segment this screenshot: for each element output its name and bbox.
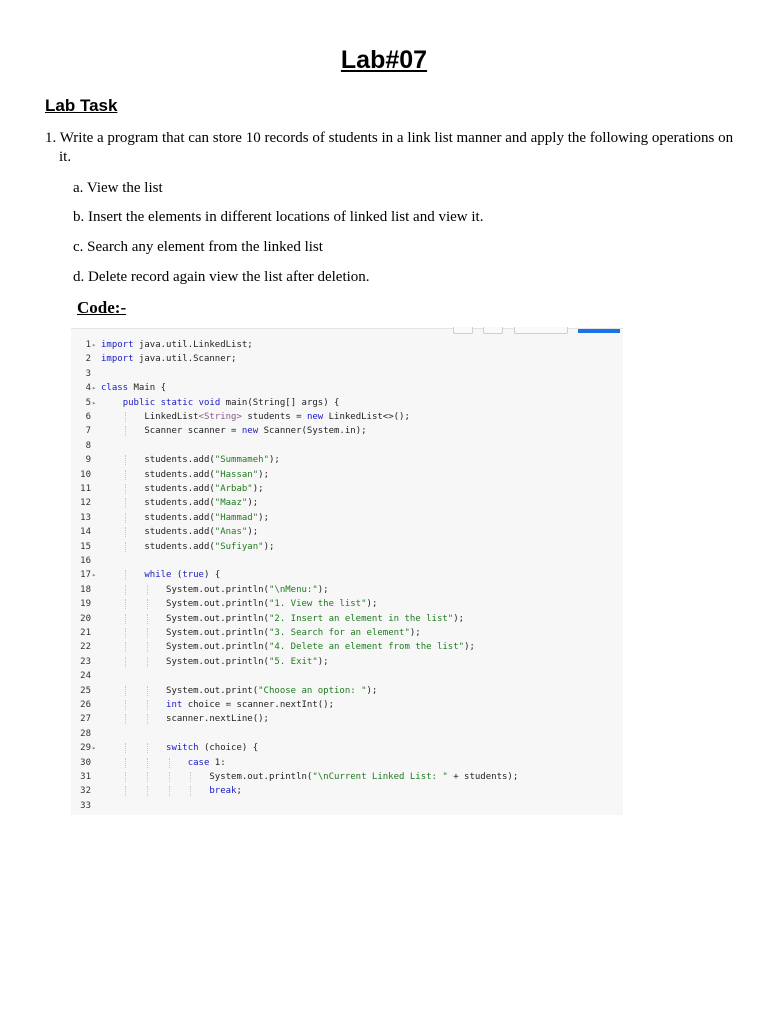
code-text: System.out.println("1. View the list"); — [101, 599, 378, 610]
code-text: System.out.println("\nCurrent Linked List: " + students); — [101, 772, 519, 782]
code-line — [71, 410, 623, 424]
code-text: System.out.println("2. Insert an element in the list"); — [101, 613, 465, 624]
task-item: 1. Write a program that can store 10 records of students in a link list manner and apply the following operations on it. — [45, 130, 734, 165]
code-line — [71, 784, 623, 798]
line-number: 33 — [80, 800, 91, 811]
line-number: 18 — [80, 584, 91, 595]
code-text: Scanner scanner = new Scanner(System.in); — [101, 426, 367, 437]
subitem-search: c. Search any element from the linked list — [73, 239, 323, 255]
line-number: 30 — [80, 757, 91, 768]
line-number: 22 — [80, 642, 91, 653]
code-line — [71, 741, 623, 755]
code-text: students.add("Hassan"); — [101, 469, 269, 480]
line-number: 10 — [80, 469, 91, 480]
page-title: Lab#07 — [340, 46, 428, 74]
line-number: 26 — [80, 700, 91, 710]
code-line — [71, 496, 623, 510]
line-number: 7 — [85, 426, 91, 437]
code-line — [71, 626, 623, 640]
code-line — [71, 756, 623, 770]
code-text: students.add("Maaz"); — [101, 498, 259, 509]
line-number: 8 — [85, 440, 91, 451]
toolbar-button — [483, 327, 503, 334]
subitem-view-list: a. View the list — [73, 180, 163, 196]
code-text: LinkedList<String> students = new LinkedList<>(); — [101, 412, 410, 422]
line-number: 16 — [80, 556, 91, 566]
code-text: System.out.println("5. Exit"); — [101, 656, 329, 667]
code-screenshot — [71, 328, 623, 815]
code-text: students.add("Sufiyan"); — [101, 541, 275, 552]
section-heading: Lab Task — [45, 96, 118, 115]
code-text: class Main { — [101, 383, 167, 394]
line-number: 29 — [80, 743, 91, 754]
line-number: 24 — [80, 671, 91, 682]
line-number: 3 — [85, 368, 91, 379]
code-line — [71, 554, 623, 568]
line-number: 27 — [80, 714, 91, 725]
run-button — [578, 329, 620, 333]
code-line — [71, 727, 623, 741]
code-line — [71, 669, 623, 683]
code-line — [71, 338, 623, 352]
fold-arrow-icon[interactable]: ▸ — [92, 398, 97, 407]
code-line — [71, 799, 623, 813]
code-line — [71, 381, 623, 395]
line-number: 11 — [80, 484, 91, 494]
line-number: 14 — [80, 527, 91, 538]
line-number: 19 — [80, 599, 91, 610]
code-line — [71, 439, 623, 453]
code-text: System.out.print("Choose an option: "); — [101, 685, 378, 696]
code-line — [71, 424, 623, 438]
code-text: import java.util.Scanner; — [101, 354, 237, 365]
code-line — [71, 540, 623, 554]
code-text: scanner.nextLine(); — [101, 714, 269, 725]
code-line — [71, 712, 623, 726]
code-text: students.add("Hammad"); — [101, 512, 269, 523]
code-text: System.out.println("3. Search for an element"); — [101, 628, 421, 638]
line-number: 6 — [85, 412, 91, 422]
code-line — [71, 367, 623, 381]
code-line — [71, 684, 623, 698]
fold-arrow-icon[interactable]: ▸ — [92, 571, 97, 580]
code-line — [71, 583, 623, 597]
code-text: while (true) { — [144, 570, 221, 581]
code-line — [71, 396, 623, 410]
code-text: break; — [209, 786, 242, 797]
line-number: 12 — [80, 498, 91, 509]
code-heading: Code:- — [77, 298, 127, 317]
code-text: int choice = scanner.nextInt(); — [166, 700, 335, 710]
code-text: students.add("Anas"); — [101, 527, 259, 538]
toolbar-button — [453, 327, 473, 334]
code-line — [71, 568, 623, 582]
code-line — [71, 525, 623, 539]
subitem-delete: d. Delete record again view the list after deletion. — [73, 269, 370, 285]
fold-arrow-icon[interactable]: ▸ — [92, 384, 97, 393]
line-number: 15 — [80, 541, 91, 552]
code-text: switch (choice) { — [166, 743, 259, 754]
code-text: System.out.println("\nMenu:"); — [101, 584, 329, 595]
code-line — [71, 770, 623, 784]
code-line — [71, 352, 623, 366]
code-line — [71, 453, 623, 467]
code-line — [71, 468, 623, 482]
line-number: 23 — [80, 656, 91, 667]
line-number: 17 — [80, 570, 91, 581]
subitem-insert: b. Insert the elements in different locations of linked list and view it. — [73, 209, 484, 225]
code-line — [71, 597, 623, 611]
line-number: 25 — [80, 685, 91, 696]
toolbar-button — [514, 327, 568, 334]
line-number: 5 — [85, 397, 91, 408]
line-number: 28 — [80, 728, 91, 739]
line-number: 13 — [80, 512, 91, 523]
code-text: import java.util.LinkedList; — [101, 340, 253, 350]
code-line — [71, 640, 623, 654]
code-text: System.out.println("4. Delete an element from the list"); — [101, 642, 475, 653]
line-number: 1 — [85, 340, 91, 350]
line-number: 2 — [85, 354, 91, 365]
code-line — [71, 482, 623, 496]
code-line — [71, 655, 623, 669]
code-text: case 1: — [187, 757, 226, 768]
line-number: 31 — [80, 772, 91, 782]
line-number: 21 — [80, 628, 91, 638]
code-text: students.add("Summameh"); — [101, 455, 280, 466]
line-number: 4 — [85, 383, 91, 394]
fold-arrow-icon[interactable]: ▸ — [92, 744, 97, 753]
line-number: 32 — [80, 786, 91, 797]
code-line — [71, 612, 623, 626]
code-text: students.add("Arbab"); — [101, 484, 264, 494]
line-number: 9 — [85, 455, 91, 466]
code-line — [71, 698, 623, 712]
line-number: 20 — [80, 613, 91, 624]
code-text: public static void main(String[] args) { — [122, 397, 340, 408]
fold-arrow-icon[interactable]: ▸ — [92, 341, 97, 349]
code-line — [71, 511, 623, 525]
